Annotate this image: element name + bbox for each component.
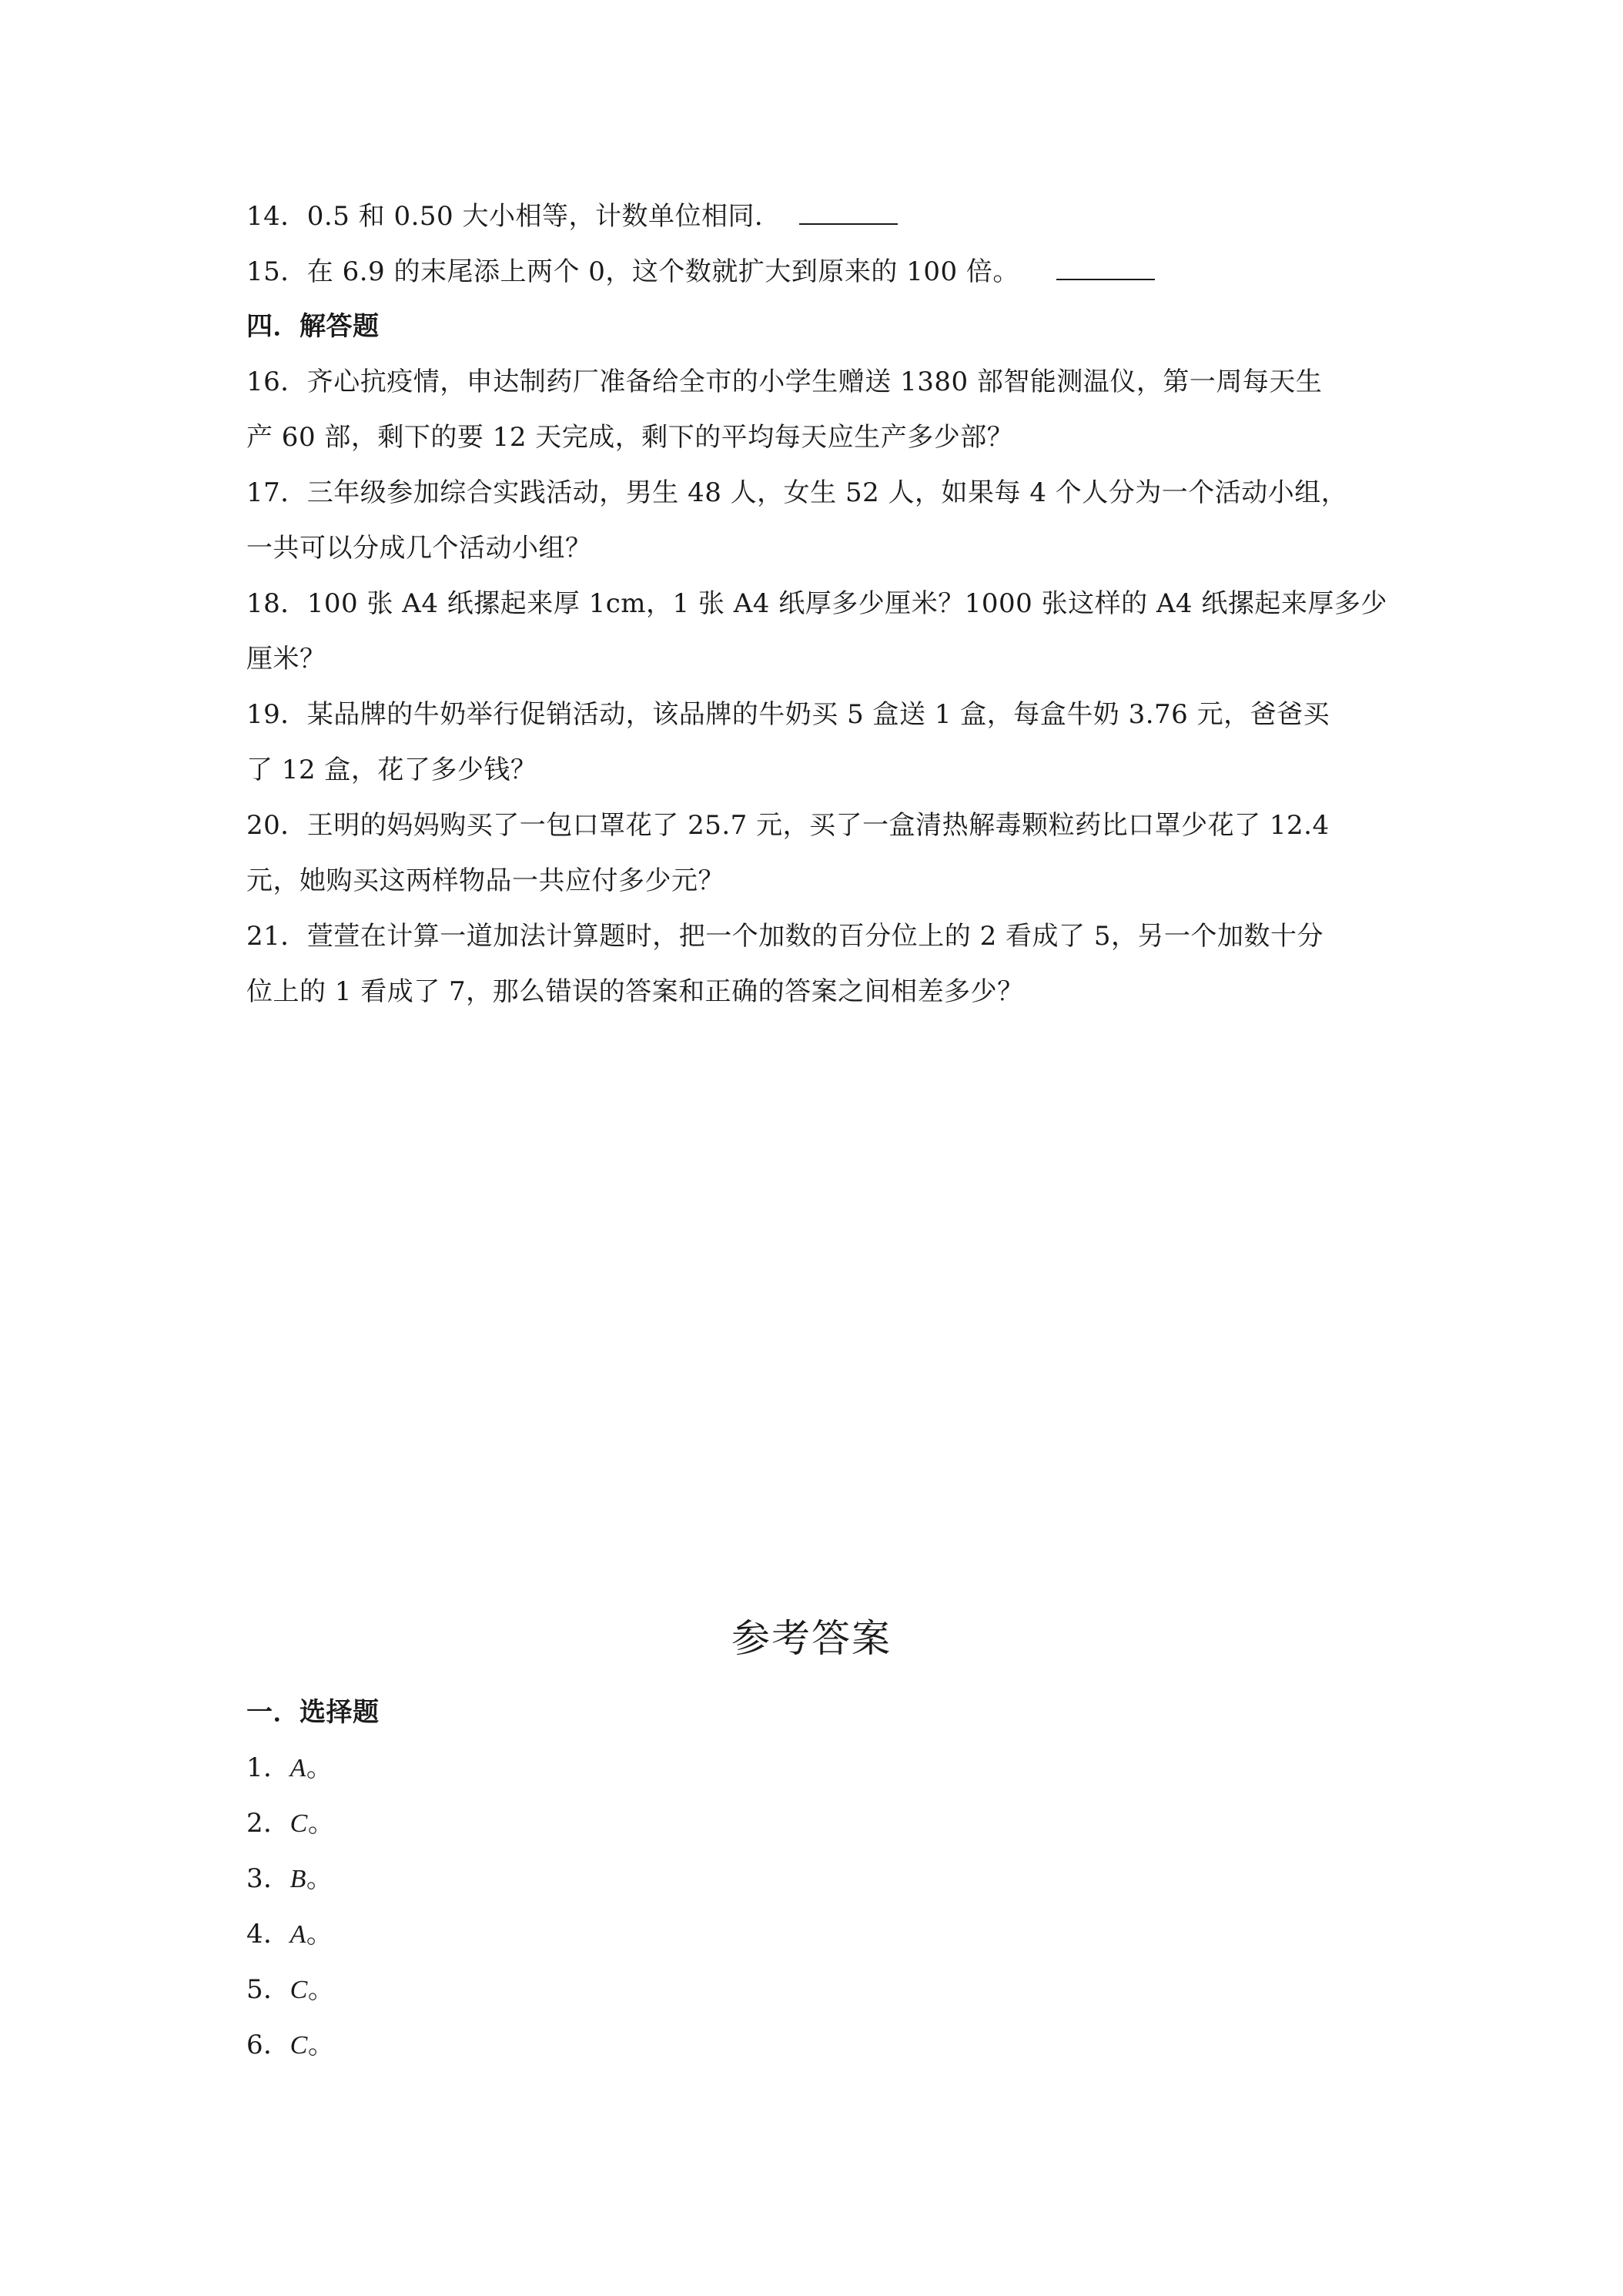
answer-option: C <box>289 1976 308 2004</box>
problem-number: 19． <box>246 699 307 730</box>
answer-option: A <box>289 1920 306 1949</box>
problem-text: 齐心抗疫情，申达制药厂准备给全市的小学生赠送 1380 部智能测温仪，第一周每天生 <box>306 366 1323 397</box>
problem-text: 某品牌的牛奶举行促销活动，该品牌的牛奶买 5 盒送 1 盒，每盒牛奶 3.76 元，爸爸买 <box>306 699 1330 730</box>
problem-text: 三年级参加综合实践活动，男生 48 人，女生 52 人，如果每 4 个人分为一个活动小组， <box>306 477 1348 508</box>
problem-text: 王明的妈妈购买了一包口罩花了 25.7 元，买了一盒清热解毒颗粒药比口罩少花了 12.4 <box>306 810 1330 841</box>
answer-end: 。 <box>306 1752 333 1783</box>
question-number: 14． <box>246 201 307 232</box>
problem-21-line1 <box>246 918 1323 955</box>
answer-number: 6． <box>246 2030 290 2060</box>
problem-number: 18． <box>246 588 307 619</box>
problem-17-line1 <box>246 474 1347 511</box>
answer-end: 。 <box>307 1974 335 2005</box>
answers-title: 参考答案 <box>731 1616 892 1661</box>
problem-number: 17． <box>246 477 307 508</box>
question-text: 在 6.9 的末尾添上两个 0，这个数就扩大到原来的 100 倍。 <box>306 256 1019 287</box>
answer-end: 。 <box>307 2030 335 2060</box>
problem-18-line1 <box>246 585 1387 622</box>
question-15 <box>246 253 1155 290</box>
problem-17-line2: 一共可以分成几个活动小组？ <box>246 533 592 564</box>
answer-number: 1． <box>246 1752 290 1783</box>
question-number: 15． <box>246 256 307 287</box>
answer-option: C <box>289 1809 308 1838</box>
problem-21-line2: 位上的 1 看成了 7，那么错误的答案和正确的答案之间相差多少？ <box>246 976 1024 1007</box>
problem-text: 100 张 A4 纸摞起来厚 1cm，1 张 A4 纸厚多少厘米？1000 张这样的 A4 纸摞起来厚多少 <box>306 588 1387 619</box>
answer-option: B <box>289 1865 306 1893</box>
problem-number: 16． <box>246 366 307 397</box>
problem-number: 20． <box>246 810 307 841</box>
section-heading-1: 一．选择题 <box>246 1697 380 1728</box>
answer-item-4 <box>246 1916 333 1953</box>
answer-option: A <box>289 1754 306 1782</box>
answer-number: 2． <box>246 1808 290 1839</box>
answer-blank[interactable] <box>1056 253 1155 280</box>
answer-item-6 <box>246 2027 334 2064</box>
answer-item-1 <box>246 1749 333 1787</box>
problem-20-line2: 元，她购买这两样物品一共应付多少元？ <box>246 865 724 896</box>
answer-end: 。 <box>306 1863 333 1894</box>
problem-16-line1 <box>246 363 1322 400</box>
answer-item-2 <box>246 1805 334 1842</box>
problem-16-line2: 产 60 部，剩下的要 12 天完成，剩下的平均每天应生产多少部？ <box>246 422 1014 453</box>
answer-number: 3． <box>246 1863 290 1894</box>
answer-option: C <box>289 2031 308 2060</box>
answer-item-3 <box>246 1860 333 1898</box>
section-heading-4: 四．解答题 <box>246 311 380 342</box>
answer-blank[interactable] <box>799 197 898 225</box>
problem-text: 萱萱在计算一道加法计算题时，把一个加数的百分位上的 2 看成了 5，另一个加数十分 <box>306 921 1323 952</box>
question-text: 0.5 和 0.50 大小相等，计数单位相同． <box>306 201 781 232</box>
answer-end: 。 <box>307 1808 335 1839</box>
problem-20-line1 <box>246 807 1330 844</box>
question-14 <box>246 197 898 235</box>
answer-number: 4． <box>246 1919 290 1950</box>
problem-number: 21． <box>246 921 307 952</box>
problem-19-line1 <box>246 696 1330 733</box>
problem-19-line2: 了 12 盒，花了多少钱？ <box>246 755 537 785</box>
answer-item-5 <box>246 1971 334 2009</box>
problem-18-line2: 厘米？ <box>246 644 326 674</box>
answer-number: 5． <box>246 1974 290 2005</box>
answer-end: 。 <box>306 1919 333 1950</box>
